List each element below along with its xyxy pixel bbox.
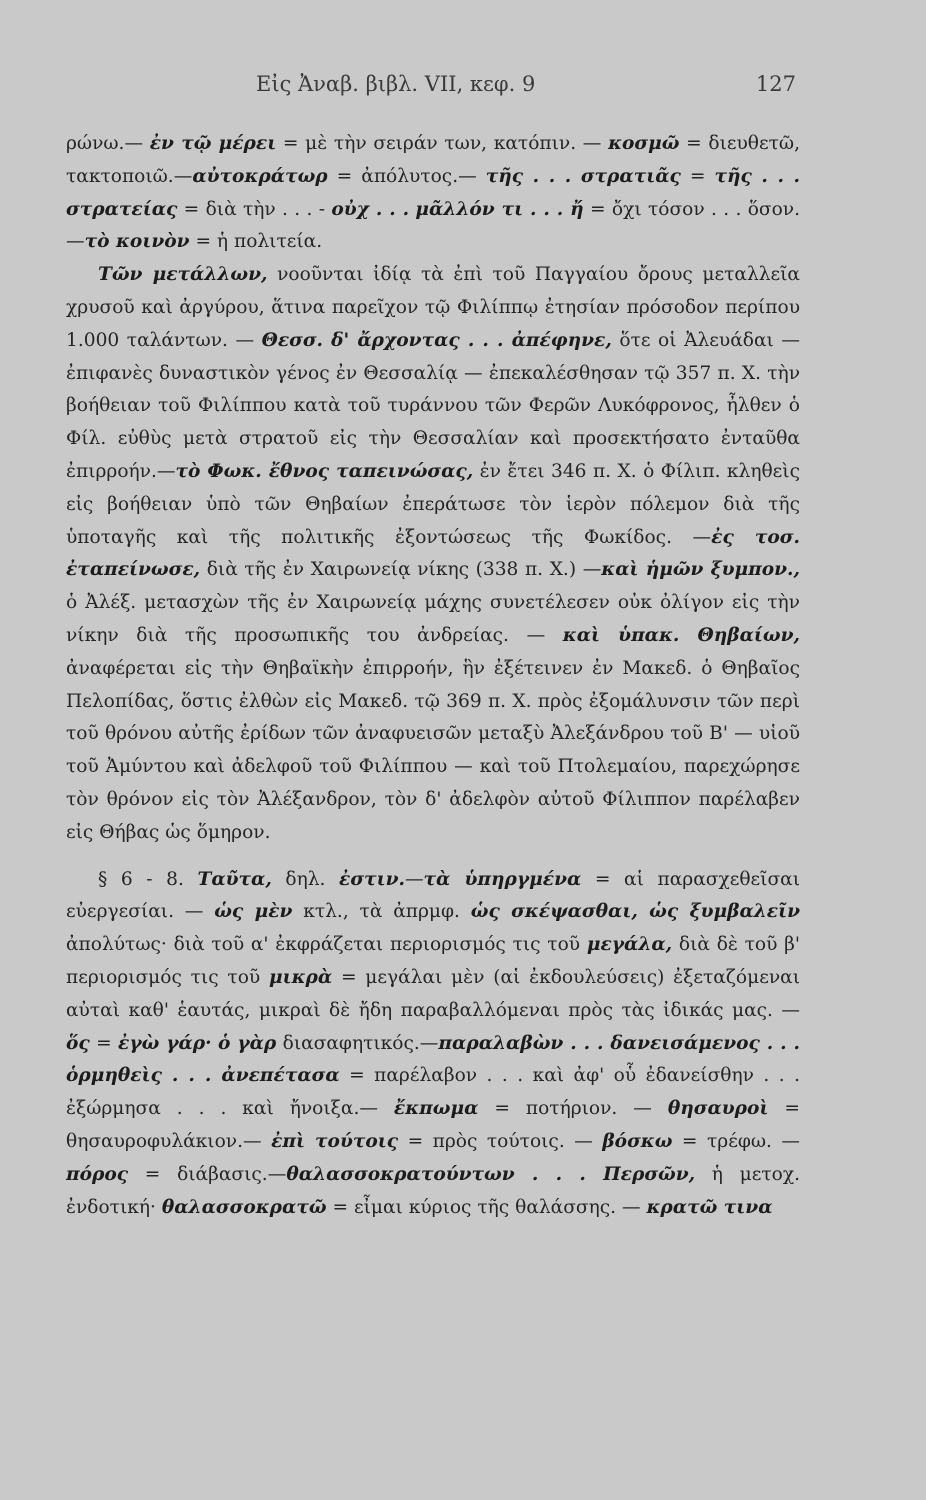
commentary-run: ἀπολύτως· διὰ τοῦ α' ἐκφράζεται περιορισμός τις τοῦ [66, 934, 587, 956]
lemma-term: ὡς μὲν [214, 901, 293, 923]
lemma-term: τῆς . . . στρατείας [66, 165, 800, 220]
lemma-term: μεγάλα, [586, 934, 673, 956]
lemma-term: ἐν τῷ μέρει [149, 133, 277, 154]
commentary-run: — [404, 868, 424, 890]
lemma-term: θαλασσοκρατούντων . . . Περσῶν, [286, 1163, 696, 1185]
commentary-run: = [680, 165, 715, 187]
commentary-run: = αἱ παρασχεθεῖσαι εὐεργεσίαι. — [66, 868, 801, 923]
lemma-term: μικρὰ [268, 966, 333, 988]
lemma-term: Τῶν μετάλλων, [98, 264, 268, 286]
lemma-term: πόρος [66, 1163, 129, 1185]
commentary-run: = [89, 1032, 119, 1054]
lemma-term: ἐστιν. [339, 868, 405, 890]
lemma-term: ὅς [66, 1032, 90, 1054]
lemma-term: αὐτοκράτωρ [192, 165, 328, 187]
lemma-term: ἐπὶ τούτοις [271, 1130, 399, 1152]
lemma-term: κρατῶ τινα [646, 1196, 773, 1218]
lemma-term: Ταῦτα, [197, 868, 272, 890]
lemma-term: θαλασσοκρατῶ [161, 1196, 327, 1218]
lemma-term: κοσμῶ [608, 133, 680, 154]
lemma-term: τὸ Φωκ. ἔθνος ταπεινώσας, [175, 460, 474, 482]
lemma-term: τὸ κοινὸν [84, 231, 190, 253]
running-title: Εἰς Ἀναβ. βιβλ. VII, κεφ. 9 [256, 72, 536, 96]
lemma-term: καὶ ἡμῶν ξυμπον., [601, 559, 800, 581]
commentary-run: ἡ μετοχ. ἐνδοτική· [66, 1163, 801, 1218]
commentary-run: = ποτήριον. — [478, 1098, 668, 1120]
lemma-term: τὰ ὑπηργμένα [423, 868, 582, 890]
lemma-term: ἐγὼ γάρ· [118, 1032, 212, 1054]
lemma-term: τῆς . . . στρατιᾶς [485, 165, 681, 187]
commentary-run: διασαφητικός.— [276, 1032, 439, 1054]
lemma-term: Θεσσ. δ' ἄρχοντας . . . ἀπέφηνε, [261, 329, 612, 351]
commentary-run: ἀναφέρεται εἰς τὴν Θηβαϊκὴν ἐπιρροήν, ἣν ἐξέτεινεν ἐν Μακεδ. ὁ Θηβαῖος Πελοπίδας, ὅστις ἐλθὼν εἰς Μακεδ. τῷ 369 π. Χ. πρὸς ἐξομάλυνσιν τῶν περὶ τοῦ θρόνου αὐτῆς ἐρίδων τῶν ἀναφυεισῶν μεταξὺ Ἀλεξάνδρου τοῦ Β' — υἱοῦ τοῦ Ἀμύντου καὶ ἀδελφοῦ τοῦ Φιλίππου — καὶ τοῦ Πτολεμαίου, παρεχώρησε τὸν θρόνον εἰς τὸν Ἀλέξανδρον, τὸν δ' ἀδελφὸν αὐτοῦ Φίλιππον παρέλαβεν εἰς Θήβας ὡς ὅμηρον. [66, 657, 800, 843]
commentary-run: δηλ. [271, 868, 340, 890]
commentary-run: ὅτε οἱ Ἀλευάδαι — ἐπιφανὲς δυναστικὸν γένος ἐν Θεσσαλίᾳ — ἐπεκαλέσθησαν τῷ 357 π. Χ. τὴν βοήθειαν τοῦ Φιλίππου κατὰ τοῦ τυράννου τῶν Φερῶν Λυκόφρονος, ἦλθεν ὁ Φίλ. εὐθὺς μετὰ στρατοῦ εἰς τὴν Θεσσαλίαν καὶ προσεκτήσατο ἐνταῦθα ἐπιρροήν.— [66, 329, 800, 482]
commentary-run: = διευθετῶ, τακτοποιῶ.— [66, 133, 800, 187]
commentary-run: = διάβασις.— [128, 1163, 287, 1185]
lemma-term: βόσκω [602, 1130, 673, 1152]
lemma-term: ἐς τοσ. ἐταπείνωσε, [66, 526, 800, 581]
commentary-run: = ἡ πολιτεία. [189, 231, 323, 253]
commentary-run: = πρὸς τούτοις. — [398, 1130, 603, 1152]
commentary-run: ἐν ἔτει 346 π. Χ. ὁ Φίλιπ. κληθεὶς εἰς βοήθειαν ὑπὸ τῶν Θηβαίων ἐπεράτωσε τὸν ἱερὸν πόλεμον διὰ τῆς ὑποταγῆς καὶ τῆς πολιτικῆς ἐξοντώσεως τῆς Φωκίδος. — [66, 460, 800, 548]
page-header [66, 72, 796, 106]
commentary-run: νοοῦνται ἰδίᾳ τὰ ἐπὶ τοῦ Παγγαίου ὄρους μεταλλεῖα χρυσοῦ καὶ ἀργύρου, ἅτινα παρεῖχον τῷ Φιλίππῳ ἐτησίαν πρόσοδον περίπου 1.000 ταλάντων. — [66, 264, 800, 351]
commentary-run: κτλ., τὰ ἀπρμφ. [292, 901, 471, 923]
commentary-run: = ὄχι τόσον . . . ὅσον.— [66, 198, 800, 253]
commentary-run: = παρέλαβον . . . καὶ ἀφ' οὗ ἐδανείσθην . . . ἐξώρμησα . . . καὶ ἤνοιξα.— [66, 1065, 800, 1120]
commentary-run: = εἶμαι κύριος τῆς θαλάσσης. — [326, 1196, 647, 1218]
commentary-paragraph [66, 259, 800, 849]
commentary-run: = διὰ τὴν . . . - [177, 198, 332, 220]
commentary-run: § 6 - 8. [98, 868, 198, 890]
lemma-term: ἔκπωμα [393, 1098, 479, 1120]
commentary-paragraph [66, 128, 800, 259]
lemma-term: παραλαβὼν . . . δανεισάμενος . . . ὁρμηθεὶς . . . ἀνεπέτασα [66, 1032, 801, 1087]
commentary-run: διὰ τῆς ἐν Χαιρωνείᾳ νίκης (338 π. Χ.) — [200, 559, 602, 581]
commentary-run: = θησαυροφυλάκιον.— [66, 1098, 800, 1152]
lemma-term: ὡς σκέψασθαι, ὡς ξυμβαλεῖν [470, 901, 800, 923]
commentary-paragraph [66, 864, 800, 1225]
commentary-run: = μεγάλαι μὲν (αἱ ἐκδουλεύσεις) ἐξεταζόμεναι αὐταὶ καθ' ἑαυτάς, μικραὶ δὲ ἤδη παραβαλλόμεναι πρὸς τὰς ἰδικάς μας. — [66, 966, 800, 1021]
lemma-term: οὐχ . . . [331, 198, 410, 220]
lemma-term: μᾶλλόν τι . . . ἤ [415, 198, 584, 220]
commentary-run: = μὲ τὴν σειράν των, κατόπιν. — [276, 133, 609, 154]
page-number: 127 [755, 72, 796, 96]
lemma-term: καὶ ὑπακ. Θηβαίων, [562, 624, 800, 646]
lemma-term: ὁ γὰρ [218, 1032, 277, 1054]
commentary-text [66, 128, 800, 1224]
commentary-run: ρώνω.— [66, 133, 150, 154]
lemma-term: θησαυροὶ [667, 1098, 769, 1120]
commentary-run: = ἀπόλυτος.— [327, 165, 486, 187]
commentary-run: διὰ δὲ τοῦ β' περιορισμός τις τοῦ [66, 934, 800, 988]
commentary-run: = τρέφω. — [672, 1130, 800, 1152]
commentary-run: ὁ Ἀλέξ. μετασχὼν τῆς ἐν Χαιρωνείᾳ μάχης συνετέλεσεν οὐκ ὀλίγον εἰς τὴν νίκην διὰ τῆς προσωπικῆς του ἀνδρείας. — [66, 592, 800, 646]
